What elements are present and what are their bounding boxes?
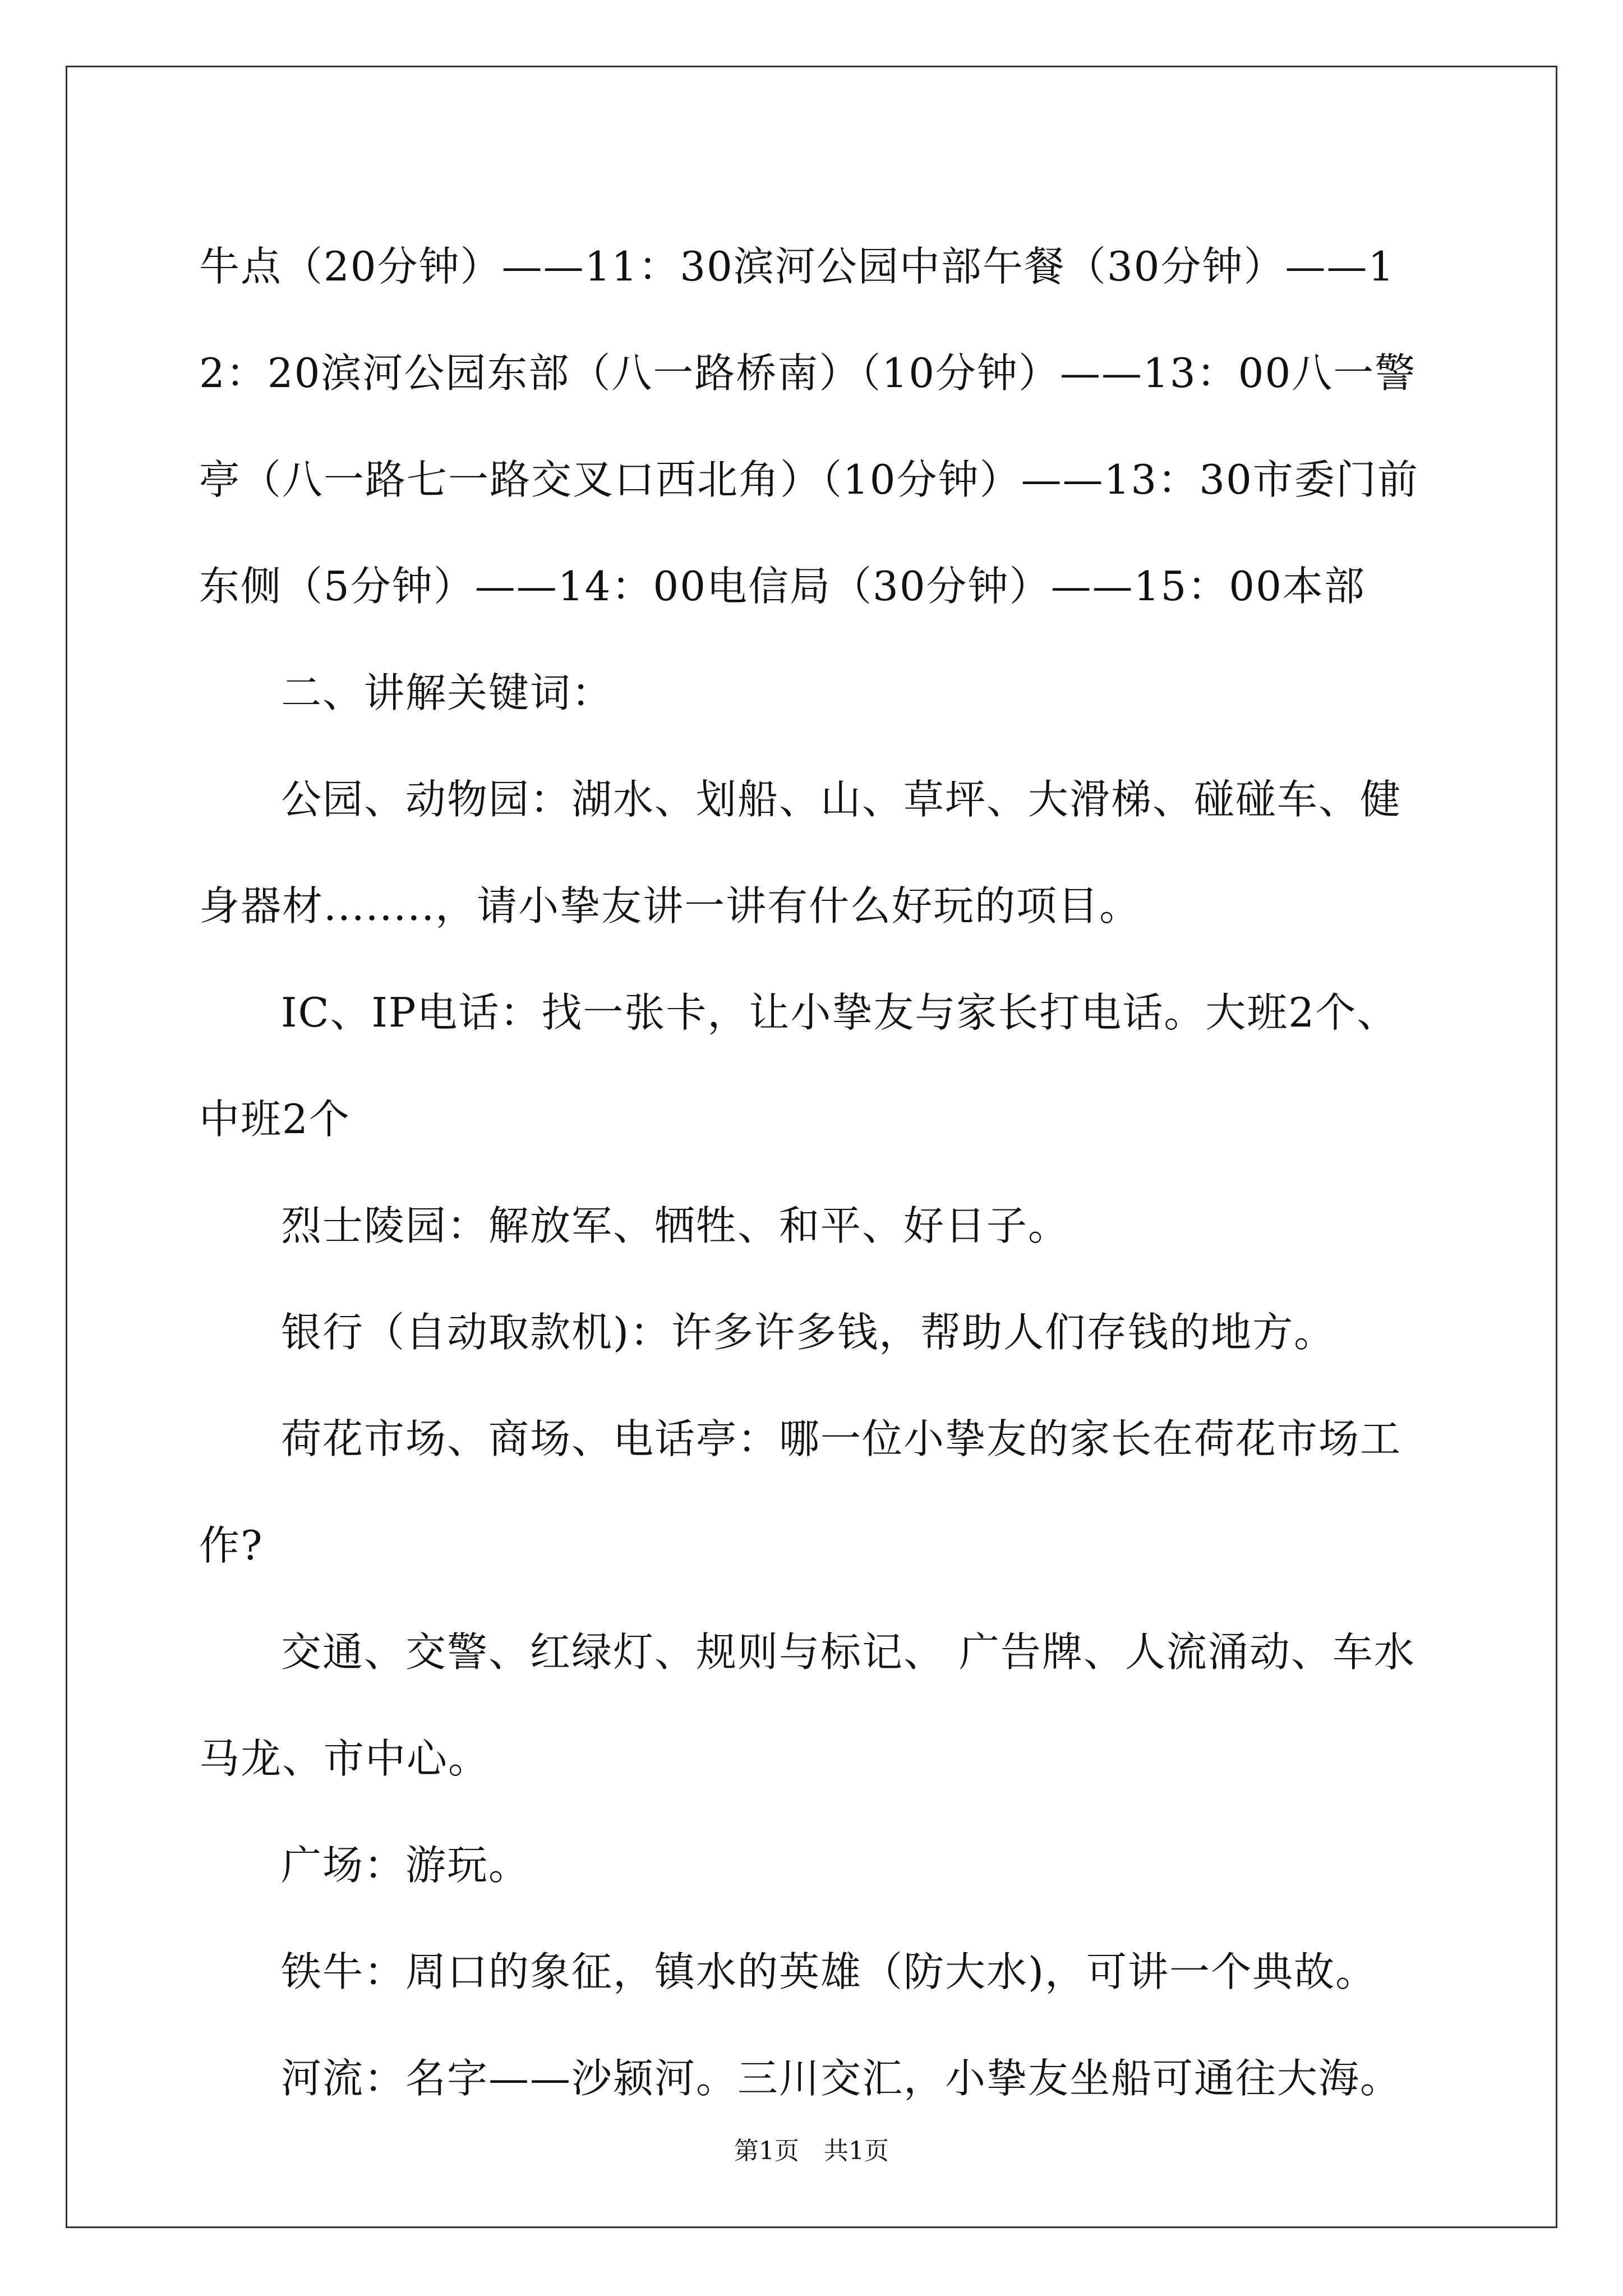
paragraph-bank: 银行（自动取款机)：许多许多钱，帮助人们存钱的地方。 xyxy=(281,1309,1336,1356)
paragraph-iron-ox: 铁牛：周口的象征，镇水的英雄（防大水)，可讲一个典故。 xyxy=(281,1948,1377,1995)
paragraph-traffic: 交通、交警、红绿灯、规则与标记、 广告牌、人流涌动、车水马龙、市中心。 xyxy=(199,1628,1415,1782)
paragraph-park-zoo: 公园、动物园：湖水、划船、山、草坪、大滑梯、碰碰车、健身器材........，请小挚友讲一讲有什么好玩的项目。 xyxy=(199,776,1402,930)
paragraph-martyrs-cemetery: 烈士陵园：解放军、牺牲、和平、好日子。 xyxy=(281,1202,1070,1249)
page-footer: 第1页 共1页 xyxy=(734,2137,889,2165)
paragraph-ic-ip-phone: IC、IP电话：找一张卡，让小挚友与家长打电话。大班2个、中班2个 xyxy=(199,989,1399,1143)
paragraph-route: 牛点（20分钟）——11：30滨河公园中部午餐（30分钟）——12：20滨河公园东部（八一路桥南）（10分钟）——13：00八一警亭（八一路七一路交叉口西北角）（10分钟）——13：30市委门前东侧（5分钟）——14：00电信局（30分钟）——15：00本部 xyxy=(199,243,1419,610)
paragraph-square: 广场：游玩。 xyxy=(281,1842,531,1889)
paragraph-lotus-market: 荷花市场、商场、电话亭：哪一位小挚友的家长在荷花市场工作? xyxy=(199,1415,1402,1569)
document-body xyxy=(199,213,1431,2132)
paragraph-keywords-heading: 二、讲解关键词： xyxy=(281,669,614,716)
paragraph-river: 河流：名字——沙颍河。三川交汇，小挚友坐船可通往大海。 xyxy=(281,2055,1402,2102)
